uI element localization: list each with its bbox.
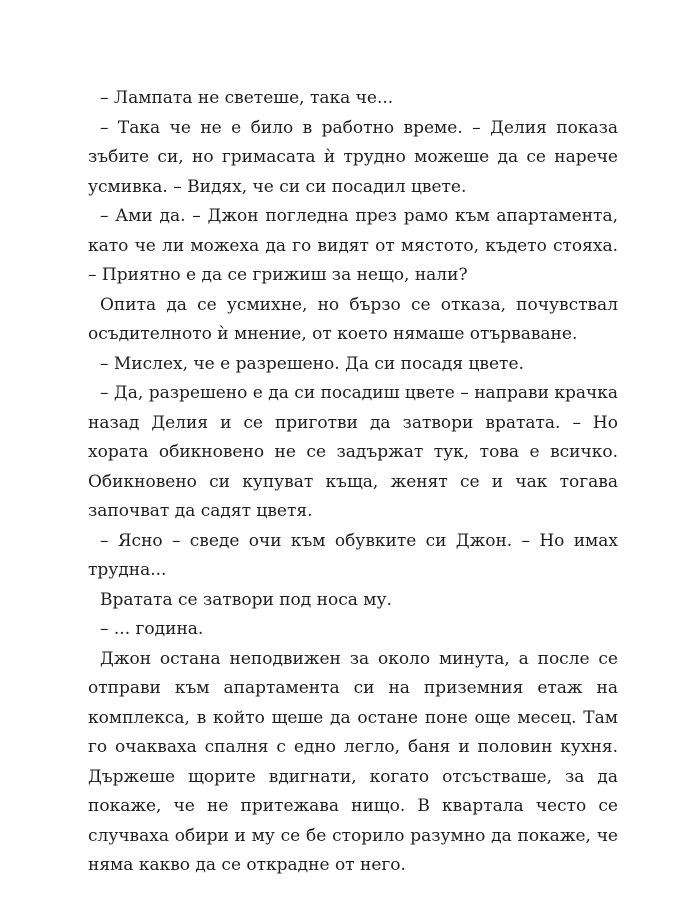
paragraph: Вратата се затвори под носа му. [100,589,392,610]
paragraph: Опита да се усмихне, но бързо се отказа, почувствал осъдителното ѝ мнение, от което нямаше отърваване. [88,294,618,344]
page-text [88,84,618,881]
paragraph: – Така че не е било в работно време. – Делия показа зъбите си, но гримасата ѝ трудно можеше да се нарече усмивка. – Видях, че си си посадил цвете. [88,117,618,197]
paragraph: – Мислех, че е разрешено. Да си посадя цвете. [100,353,524,374]
paragraph: – Лампата не светеше, така че... [100,88,394,108]
paragraph: Джон остана неподвижен за около минута, а после се отправи към апартамента си на приземния етаж на комплекса, в който щеше да остане поне още месец. Там го очакваха спалня с едно легло, баня и половин кухня. Държеше щорите вдигнати, когато отсъстваше, за да покаже, че не притежава нищо. В квартала често се случваха обири и му се бе сторило разумно да покаже, че няма какво да се открадне от него. [88,648,618,875]
paragraph: – Да, разрешено е да си посадиш цвете – направи крачка назад Делия и се приготви да затвори вратата. – Но хората обикновено не се задържат тук, това е всичко. Обикновено си купуват къща, женят се и чак тогава започват да садят цветя. [88,383,618,521]
paragraph: – Ами да. – Джон погледна през рамо към апартамента, като че ли можеха да го видят от мястото, където стояха. – Приятно е да се грижиш за нещо, нали? [88,206,618,285]
paragraph: – Ясно – сведе очи към обувките си Джон. – Но имах трудна... [88,530,618,580]
paragraph: – ... година. [100,619,204,639]
